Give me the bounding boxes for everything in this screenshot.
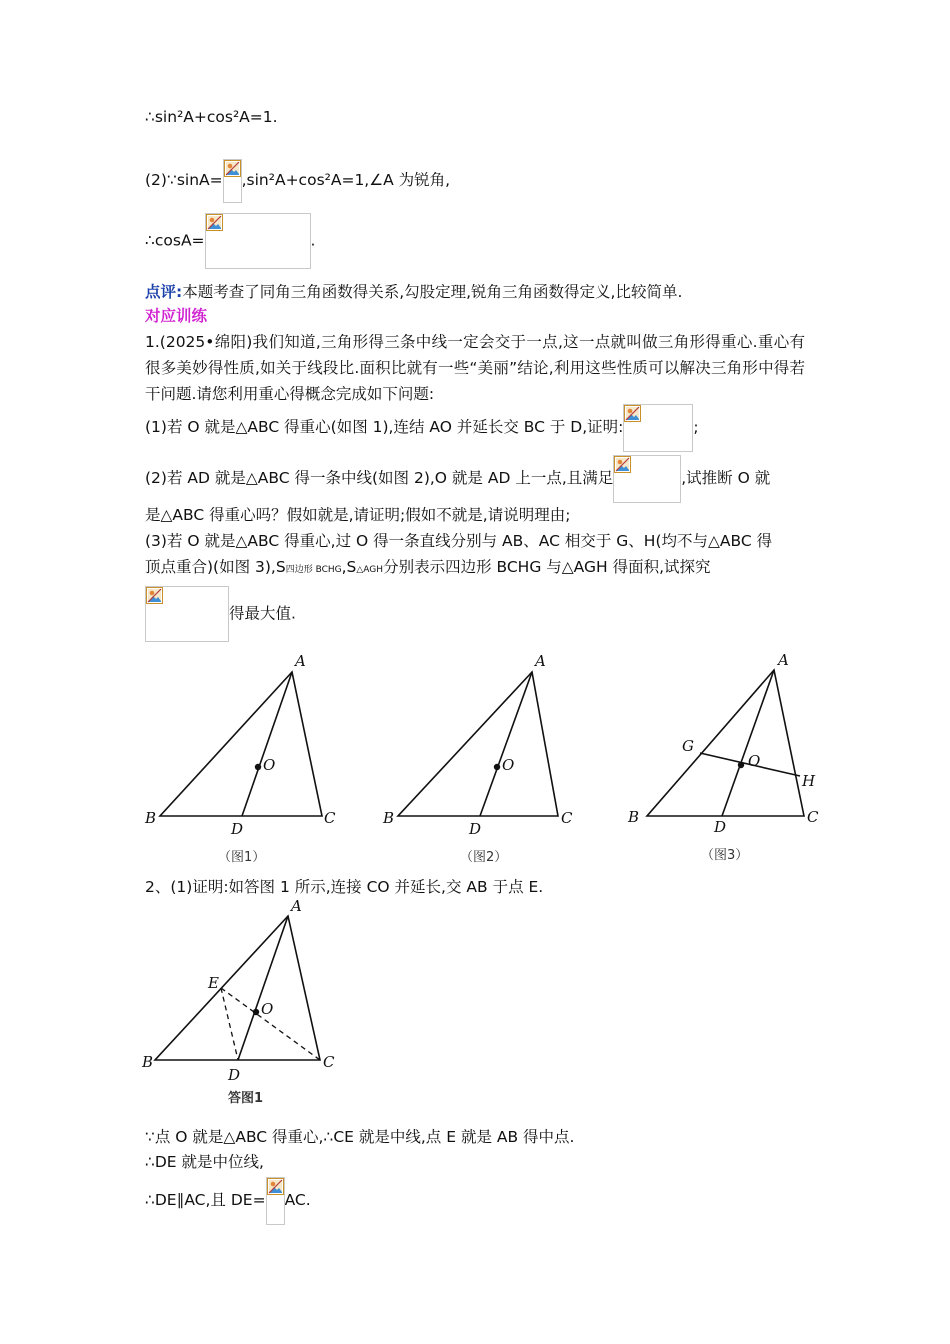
period-text: . xyxy=(310,231,316,250)
point-O xyxy=(255,764,261,770)
broken-image-icon xyxy=(206,214,223,231)
label-D: D xyxy=(714,818,727,836)
point-O xyxy=(738,762,744,768)
question-3: (3)若 O 就是△ABC 得重心,过 O 得一条直线分别与 AB、AC 相交于 G、H(均不与△ABC 得 xyxy=(145,532,773,550)
question-3-cont xyxy=(145,556,711,581)
figure-2 xyxy=(380,650,590,870)
caption-fig1: （图1） xyxy=(218,850,266,865)
label-B: B xyxy=(383,809,395,827)
label-O: O xyxy=(263,756,276,774)
label-G: G xyxy=(682,737,694,755)
subscript-agh: △AGH xyxy=(356,565,384,575)
question-3-end xyxy=(145,586,296,642)
label-A: A xyxy=(291,898,302,915)
q3-text: 顶点重合)(如图 3),S xyxy=(145,558,286,576)
q2-text-end: ,试推断 O 就 xyxy=(681,469,771,487)
question-1 xyxy=(145,403,699,451)
formula-image xyxy=(205,213,311,269)
q1-text: (1)若 O 就是△ABC 得重心(如图 1),连结 AO 并延长交 BC 于 D,证明: xyxy=(145,418,624,436)
label-B: B xyxy=(628,808,640,826)
sinA-label: (2)∵sinA= xyxy=(145,171,223,189)
q1-end: ; xyxy=(693,418,699,436)
label-B: B xyxy=(145,809,157,827)
problem-1-text: 1.(2025•绵阳)我们知道,三角形得三条中线一定会交于一点,这一点就叫做三角形得重心.重心有很多美妙得性质,如关于线段比.面积比就有一些“美丽”结论,利用这些性质可以解决三角形中得若干问题.请您利用重心得概念完成如下问题: xyxy=(145,333,805,403)
label-D: D xyxy=(231,820,244,838)
line-part2 xyxy=(145,158,450,202)
solution-line-1: 2、(1)证明:如答图 1 所示,连接 CO 并延长,交 AB 于点 E. xyxy=(145,878,544,896)
question-2 xyxy=(145,454,770,502)
label-C: C xyxy=(324,809,336,827)
review-label: 点评: xyxy=(145,283,183,301)
identity-text: ∴sin²A+cos²A=1. xyxy=(145,108,278,126)
label-D: D xyxy=(469,820,482,838)
ac-text: AC. xyxy=(284,1191,311,1209)
formula-image xyxy=(145,586,229,642)
point-O xyxy=(253,1009,259,1015)
label-A: A xyxy=(535,652,546,670)
solution-line-3: ∴DE 就是中位线, xyxy=(145,1153,264,1171)
q3-text-2: ,S xyxy=(341,558,357,576)
caption-fig2: （图2） xyxy=(460,850,508,865)
caption-answer: 答图1 xyxy=(228,1091,264,1106)
label-O: O xyxy=(261,1000,274,1018)
formula-image xyxy=(613,455,681,503)
solution-line-4 xyxy=(145,1176,311,1224)
de-equals-text: ∴DE∥AC,且 DE= xyxy=(145,1191,266,1209)
label-B: B xyxy=(142,1053,154,1071)
broken-image-icon xyxy=(624,405,641,422)
broken-image-icon xyxy=(146,587,163,604)
figure-1 xyxy=(140,650,350,870)
q3-text-3: 分别表示四边形 BCHG 与△AGH 得面积,试探究 xyxy=(383,558,711,576)
label-O: O xyxy=(748,752,761,770)
q3-final-text: 得最大值. xyxy=(229,604,296,623)
broken-image-icon xyxy=(267,1178,284,1195)
figure-3 xyxy=(622,650,832,870)
label-C: C xyxy=(561,809,573,827)
condition-text: ,sin²A+cos²A=1,∠A 为锐角, xyxy=(241,171,451,189)
formula-image xyxy=(266,1177,285,1225)
practice-title: 对应训练 xyxy=(145,307,208,325)
label-C: C xyxy=(807,808,819,826)
review-line xyxy=(145,281,682,303)
line-identity xyxy=(145,106,278,128)
caption-fig3: （图3） xyxy=(701,848,749,863)
review-text: 本题考查了同角三角函数得关系,勾股定理,锐角三角函数得定义,比较简单. xyxy=(182,283,683,301)
formula-image xyxy=(223,159,242,203)
answer-figure-1 xyxy=(140,898,350,1110)
label-A: A xyxy=(778,651,789,669)
label-D: D xyxy=(228,1066,241,1084)
broken-image-icon xyxy=(614,456,631,473)
label-A: A xyxy=(295,652,306,670)
cosA-label: ∴cosA= xyxy=(145,231,205,250)
question-2-cont: 是△ABC 得重心吗？假如就是,请证明;假如不就是,请说明理由; xyxy=(145,506,571,524)
label-O: O xyxy=(502,756,515,774)
subscript-bchg: 四边形 BCHG xyxy=(285,565,342,575)
label-H: H xyxy=(802,772,816,790)
solution-line-2: ∵点 O 就是△ABC 得重心,∴CE 就是中线,点 E 就是 AB 得中点. xyxy=(145,1128,575,1146)
label-E: E xyxy=(208,974,219,992)
formula-image xyxy=(623,404,693,452)
point-O xyxy=(494,764,500,770)
line-cosA xyxy=(145,213,315,269)
label-C: C xyxy=(323,1053,335,1071)
q2-text: (2)若 AD 就是△ABC 得一条中线(如图 2),O 就是 AD 上一点,且满足 xyxy=(145,469,614,487)
broken-image-icon xyxy=(224,160,241,177)
